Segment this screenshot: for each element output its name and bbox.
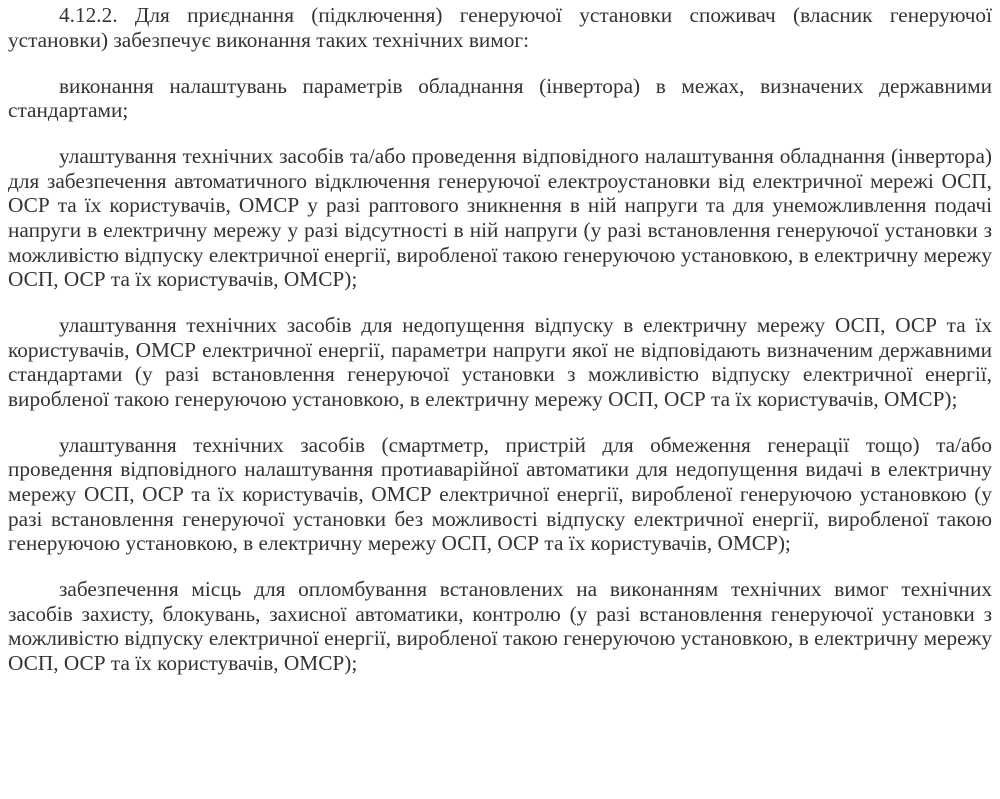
requirement-inverter-settings-paragraph: виконання налаштувань параметрів обладнання (інвертора) в межах, визначених державними стандартами; [8,73,992,123]
requirement-voltage-quality-paragraph: улаштування технічних засобів для недопущення відпуску в електричну мережу ОСП, ОСР та їх користувачів, ОМСР електричної енергії, параметри напруги якої не відповідають визначеним державними стандартами (у разі встановлення генеруючої установки з можливістю відпуску електричної енергії, виробленої такою генеруючою установкою, в електричну мережу ОСП, ОСР та їх користувачів, ОМСР); [8,313,992,411]
requirement-sealing-paragraph: забезпечення місць для опломбування встановлених на виконанням технічних вимог технічних засобів захисту, блокувань, захисної автоматики, контролю (у разі встановлення генеруючої установки з можливістю відпуску електричної енергії, виробленої такою генеруючою установкою, в електричну мережу ОСП, ОСР та їх користувачів, ОМСР); [8,577,992,676]
requirement-no-export-paragraph: улаштування технічних засобів (смартметр, пристрій для обмеження генерації тощо) та/або проведення відповідного налаштування протиаварійної автоматики для недопущення видачі в електричну мережу ОСП, ОСР та їх користувачів, ОМСР електричної енергії, виробленої генеруючою установкою (у разі встановлення генеруючої установки без можливості відпуску електричної енергії, виробленої такою генеруючою установкою, в електричну мережу ОСП, ОСР та їх користувачів, ОМСР); [8,432,992,556]
requirement-auto-disconnect-paragraph: улаштування технічних засобів та/або проведення відповідного налаштування обладнання (інвертора) для забезпечення автоматичного відключення генеруючої електроустановки від електричної мережі ОСП, ОСР та їх користувачів, ОМСР у разі раптового зникнення в ній напруги та для унеможливлення подачі напруги в електричну мережу у разі відсутності в ній напруги (у разі встановлення генеруючої установки з можливістю відпуску електричної енергії, виробленої такою генеруючою установкою, в електричну мережу ОСП, ОСР та їх користувачів, ОМСР); [8,144,992,292]
document-body [8,3,992,697]
clause-4-12-2-paragraph: 4.12.2. Для приєднання (підключення) генеруючої установки споживач (власник генеруючої установки) забезпечує виконання таких технічних вимог: [8,3,992,52]
